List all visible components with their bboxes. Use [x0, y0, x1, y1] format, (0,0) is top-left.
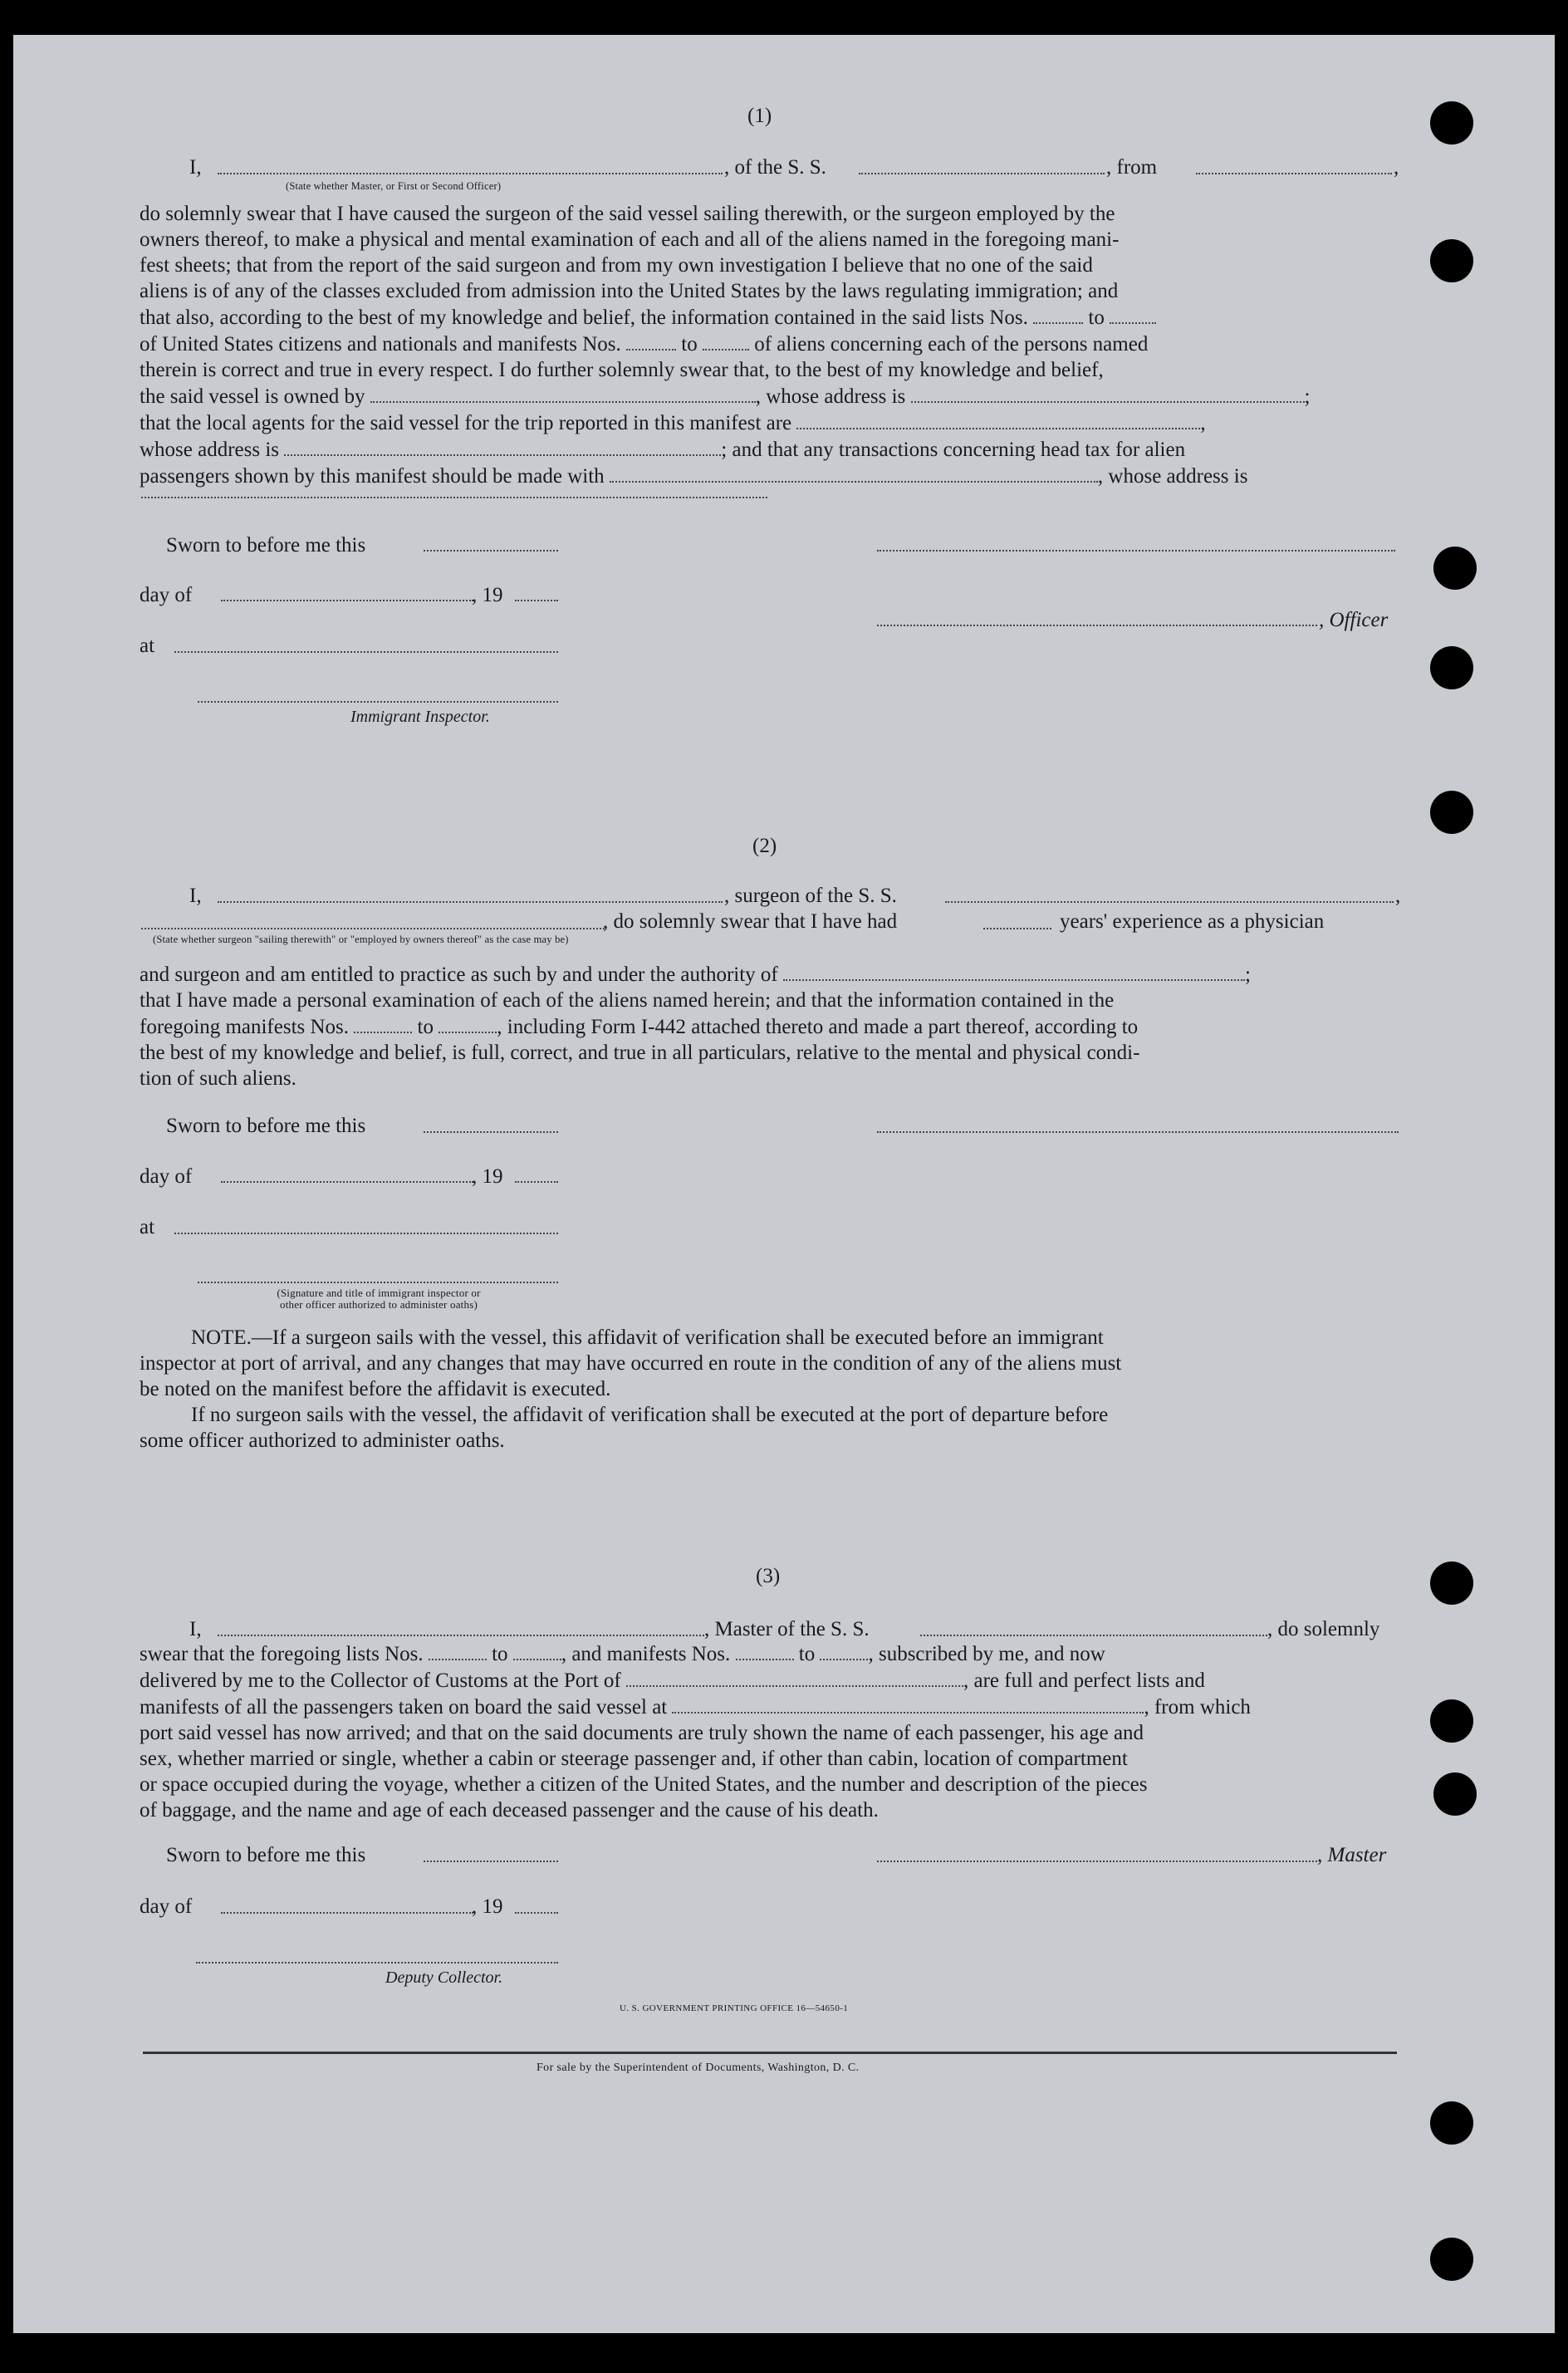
signature-note	[196, 1287, 561, 1311]
binder-hole	[1430, 2101, 1473, 2145]
master-note: (State whether Master, or First or Second Officer)	[286, 180, 502, 192]
binder-hole	[1430, 646, 1473, 689]
paragraph-line: of baggage, and the name and age of each deceased passenger and the cause of his death.	[140, 1799, 879, 1821]
text: of aliens concerning each of the persons named	[754, 333, 1149, 355]
sworn-label: Sworn to before me this	[166, 534, 366, 556]
head-tax-party-field[interactable]	[610, 463, 1098, 483]
note-line: (Signature and title of immigrant inspector or	[277, 1287, 481, 1299]
sworn-day-field[interactable]	[424, 1131, 558, 1133]
year-field[interactable]	[515, 1181, 558, 1183]
note-line: NOTE.—If a surgeon sails with the vessel, this affidavit of verification shall be executed before an immigrant	[191, 1326, 1104, 1349]
note-line: other officer authorized to administer oaths)	[280, 1298, 478, 1311]
paragraph-line: tion of such aliens.	[140, 1067, 296, 1090]
text: passengers shown by this manifest should be made with	[140, 465, 605, 488]
note-line: some officer authorized to administer oaths.	[140, 1429, 505, 1452]
section-3-paragraph	[140, 1640, 1399, 1823]
binder-hole	[1433, 1772, 1477, 1816]
paragraph-line: that I have made a personal examination of each of the aliens named herein; and that the information contained in the	[140, 989, 1115, 1012]
paragraph-line: do solemnly swear that I have caused the surgeon of the said vessel sailing therewith, or the surgeon employed by the	[140, 203, 1115, 225]
paragraph-line	[140, 436, 1399, 463]
for-sale-line: For sale by the Superintendent of Documents, Washington, D. C.	[537, 2062, 860, 2074]
from-label: , from	[1106, 156, 1158, 179]
surgeon-type-field[interactable]	[141, 928, 605, 929]
year-label: , 19	[472, 1165, 503, 1188]
surgeon-name-field[interactable]	[218, 901, 723, 903]
footer-rule	[143, 2052, 1397, 2054]
comma: ,	[1394, 156, 1399, 179]
text: , and manifests Nos.	[561, 1643, 731, 1665]
authority-field[interactable]	[783, 961, 1245, 981]
local-agents-field[interactable]	[796, 409, 1200, 429]
list-from-field[interactable]	[429, 1640, 487, 1660]
binder-hole	[1430, 791, 1473, 834]
section-1-i: I,	[189, 156, 202, 179]
manifest-to-field[interactable]	[703, 331, 749, 351]
owner-field[interactable]	[370, 383, 756, 403]
paragraph-line: fest sheets; that from the report of the said surgeon and from my own investigation I believe that no one of the said	[140, 254, 1093, 277]
to-label: to	[417, 1016, 434, 1038]
to-label: to	[1088, 306, 1105, 329]
section-2-number: (2)	[752, 835, 777, 857]
deputy-signature-field[interactable]	[196, 1962, 558, 1964]
inspector-signature-field[interactable]	[198, 701, 558, 703]
year-label: , 19	[472, 1895, 503, 1918]
printing-office-line: U. S. GOVERNMENT PRINTING OFFICE 16—54650-1	[620, 2003, 849, 2013]
paragraph-line	[140, 463, 1399, 489]
text: foregoing manifests Nos.	[140, 1016, 350, 1038]
text: , including Form I-442 attached thereto and made a part thereof, according to	[497, 1016, 1139, 1038]
surgeon-signature-field[interactable]	[877, 1131, 1399, 1133]
text: swear that the foregoing lists Nos.	[140, 1643, 424, 1665]
from-port-field[interactable]	[1196, 173, 1392, 174]
master-name-field[interactable]	[218, 1635, 704, 1636]
authorized-officer-signature-field[interactable]	[198, 1282, 558, 1283]
list-from-field[interactable]	[1033, 304, 1083, 324]
year-field[interactable]	[515, 600, 558, 601]
text: that also, according to the best of my knowledge and belief, the information contained in the said lists Nos.	[140, 306, 1028, 329]
section-3-number: (3)	[756, 1565, 781, 1587]
paragraph-line: owners thereof, to make a physical and mental examination of each and all of the aliens named in the foregoing mani-	[140, 228, 1120, 251]
paragraph-line: that the local agents for the said vessel for the trip reported in this manifest are ,	[140, 409, 1399, 436]
surgeon-vessel-field[interactable]	[945, 901, 1394, 903]
day-of-label: day of	[140, 1165, 193, 1188]
paragraph-line: or space occupied during the voyage, whether a citizen of the United States, and the number and description of the pieces	[140, 1773, 1148, 1796]
officer-name-field[interactable]	[218, 173, 723, 174]
text: whose address is	[140, 439, 280, 461]
paragraph-line	[140, 304, 1399, 331]
text: , subscribed by me, and now	[868, 1643, 1105, 1665]
paragraph-line: the best of my knowledge and belief, is full, correct, and true in all particulars, relative to the mental and physical condi-	[140, 1042, 1140, 1064]
section-2-paragraph	[140, 961, 1399, 1091]
master-of-label: , Master of the S. S.	[704, 1618, 870, 1640]
binder-hole	[1430, 2238, 1473, 2281]
manifest-from-field[interactable]	[354, 1013, 412, 1033]
at-label: at	[140, 635, 155, 657]
master-signature-field[interactable]	[877, 1861, 1317, 1862]
master-vessel-field[interactable]	[920, 1635, 1267, 1636]
list-to-field[interactable]	[1110, 304, 1156, 324]
years-label: years' experience as a physician	[1060, 910, 1325, 933]
text: delivered by me to the Collector of Customs at the Port of	[140, 1669, 621, 1692]
text: the said vessel is owned by	[140, 385, 365, 408]
note-line: be noted on the manifest before the affidavit is executed.	[140, 1378, 611, 1400]
paragraph-line: sex, whether married or single, whether a cabin or steerage passenger and, if other than cabin, location of compartment	[140, 1748, 1128, 1770]
paragraph-line	[140, 1640, 1399, 1667]
inspector-label: Immigrant Inspector.	[350, 708, 490, 726]
day-of-label: day of	[140, 584, 193, 606]
paragraph-line: port said vessel has now arrived; and that on the said documents are truly shown the name of each passenger, his age and	[140, 1722, 1144, 1744]
text: , whose address is	[755, 385, 906, 408]
owner-address-field[interactable]	[911, 383, 1305, 403]
to-label: to	[798, 1643, 816, 1665]
paragraph-line	[140, 1013, 1399, 1040]
paragraph-line: the said vessel is owned by , whose address is ;	[140, 383, 1399, 409]
deputy-collector-label: Deputy Collector.	[385, 1969, 503, 1987]
binder-hole	[1430, 101, 1473, 145]
binder-hole	[1430, 1562, 1473, 1605]
day-of-label: day of	[140, 1895, 193, 1918]
note-line: If no surgeon sails with the vessel, the affidavit of verification shall be executed at the port of departure before	[191, 1404, 1109, 1426]
manifest-to-field[interactable]	[439, 1013, 497, 1033]
sworn-label: Sworn to before me this	[166, 1115, 366, 1137]
year-label: , 19	[472, 584, 503, 606]
manifest-to-field[interactable]	[820, 1640, 868, 1660]
note-line: inspector at port of arrival, and any changes that may have occurred en route in the condition of any of the aliens must	[140, 1352, 1122, 1375]
month-field[interactable]	[221, 1912, 473, 1914]
section-1-number: (1)	[747, 105, 772, 127]
text: , from which	[1144, 1696, 1251, 1718]
sworn-label: Sworn to before me this	[166, 1844, 366, 1866]
surgeon-of-label: , surgeon of the S. S.	[724, 885, 897, 907]
section-3-i: I,	[189, 1618, 202, 1640]
binder-hole	[1433, 547, 1477, 590]
departure-port-field[interactable]	[672, 1694, 1144, 1714]
text: , are full and perfect lists and	[963, 1669, 1205, 1692]
text: manifests of all the passengers taken on board the said vessel at	[140, 1696, 668, 1718]
manifest-from-field[interactable]	[626, 331, 676, 351]
swear-label: , do solemnly swear that I have had	[603, 910, 898, 933]
text: that the local agents for the said vessel for the trip reported in this manifest are	[140, 412, 792, 434]
years-field[interactable]	[983, 928, 1051, 929]
binder-hole	[1430, 1699, 1473, 1743]
officer-signature-field[interactable]	[877, 550, 1395, 552]
year-field[interactable]	[515, 1912, 558, 1914]
to-label: to	[492, 1643, 508, 1665]
manifest-from-field[interactable]	[736, 1640, 794, 1660]
place-field[interactable]	[174, 651, 558, 653]
surgeon-note: (State whether surgeon "sailing therewith" or "employed by owners thereof" as the case may be)	[153, 934, 569, 945]
collector-port-field[interactable]	[626, 1667, 963, 1687]
paragraph-line	[140, 331, 1399, 357]
paragraph-line: and surgeon and am entitled to practice as such by and under the authority of ;	[140, 961, 1399, 988]
head-tax-address-field[interactable]	[141, 497, 767, 498]
of-the-ss-label: , of the S. S.	[724, 156, 826, 179]
solemnly-label: , do solemnly	[1267, 1618, 1380, 1640]
comma: ,	[1395, 885, 1401, 907]
agents-address-field[interactable]	[284, 436, 721, 456]
to-label: to	[681, 333, 698, 355]
vessel-name-field[interactable]	[859, 173, 1105, 174]
officer-title-field[interactable]	[877, 625, 1317, 626]
month-field[interactable]	[221, 1181, 473, 1183]
place-field[interactable]	[174, 1233, 558, 1234]
at-label: at	[140, 1216, 155, 1238]
paragraph-line: therein is correct and true in every respect. I do further solemnly swear that, to the best of my knowledge and belief,	[140, 359, 1104, 381]
section-2-note	[140, 1325, 1399, 1454]
master-label: , Master	[1317, 1844, 1387, 1866]
paragraph-line: aliens is of any of the classes excluded from admission into the United States by the laws regulating immigration; and	[140, 280, 1119, 302]
text: , whose address is	[1097, 465, 1248, 488]
text: ; and that any transactions concerning head tax for alien	[721, 439, 1186, 461]
officer-label: , Officer	[1319, 609, 1389, 631]
paragraph-line	[140, 1694, 1399, 1720]
sworn-day-field[interactable]	[424, 550, 558, 552]
paragraph-line	[140, 1667, 1399, 1694]
text: of United States citizens and nationals and manifests Nos.	[140, 333, 621, 355]
section-1-paragraph	[140, 201, 1399, 489]
section-2-i: I,	[189, 885, 202, 907]
sworn-day-field[interactable]	[424, 1861, 558, 1862]
month-field[interactable]	[221, 600, 473, 601]
text: and surgeon and am entitled to practice as such by and under the authority of	[140, 963, 778, 986]
list-to-field[interactable]	[513, 1640, 561, 1660]
binder-hole	[1430, 239, 1473, 282]
